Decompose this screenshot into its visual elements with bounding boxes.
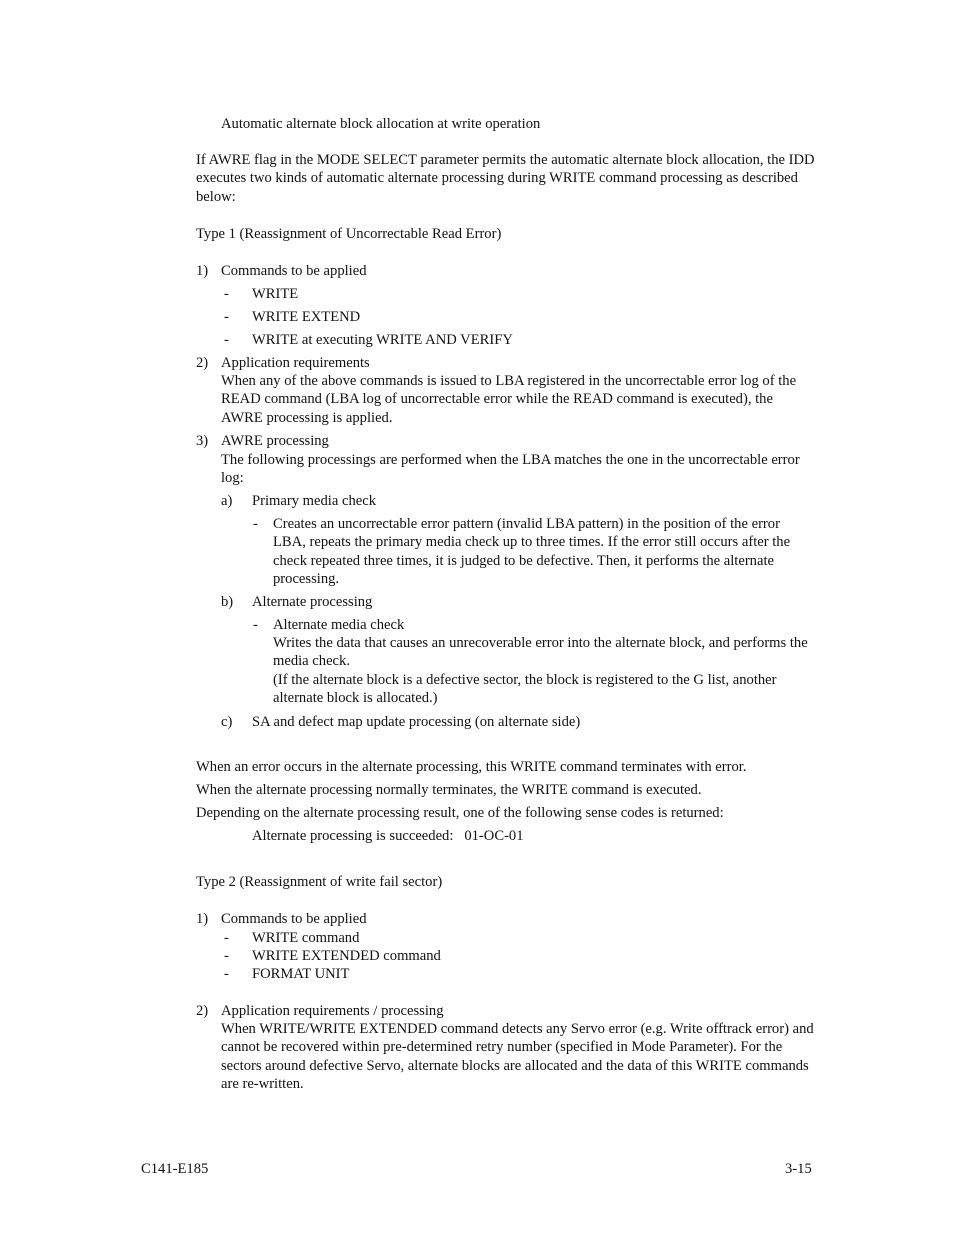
footer-document-id: C141-E185 [141,1161,209,1177]
type1-item2-text: When any of the above commands is issued to LBA registered in the uncorrectable error log of the READ command (LBA log of uncorrectable error while the READ command is executed), the AWRE processing is applied. [221,373,797,426]
subitem-b-bullet-text: Writes the data that causes an unrecoverable error into the alternate block, and performs the media check. [273,635,808,670]
bullet-dash: - [253,617,258,633]
type2-item2-number: 2) [196,1003,209,1019]
type1-item1-number: 1) [196,263,209,279]
bullet-dash: - [224,286,229,302]
type2-item2-label: Application requirements / processing [221,1003,444,1019]
subitem-b-bullet-title: Alternate media check [273,617,405,633]
type1-item3-label: AWRE processing [221,433,329,449]
bullet-dash: - [253,516,258,532]
subitem-a-letter: a) [221,493,233,509]
subitem-c-letter: c) [221,714,233,730]
type2-title: Type 2 (Reassignment of write fail sector) [196,874,443,890]
bullet-dash: - [224,309,229,325]
type1-result-text-2: When the alternate processing normally terminates, the WRITE command is executed. [196,782,702,798]
type1-command-item: WRITE [252,286,299,302]
type1-item3-text: The following processings are performed when the LBA matches the one in the uncorrectable error log: [221,452,800,487]
type2-command-item: WRITE command [252,930,360,946]
subitem-b-bullet-note: (If the alternate block is a defective sector, the block is registered to the G list, another alternate block is allocated.) [273,672,777,707]
type1-result-text-3: Depending on the alternate processing result, one of the following sense codes is returned: [196,805,724,821]
bullet-dash: - [224,930,229,946]
type1-command-item: WRITE EXTEND [252,309,361,325]
type2-command-item: WRITE EXTENDED command [252,948,441,964]
type2-command-item: FORMAT UNIT [252,966,350,982]
type1-item3-number: 3) [196,433,209,449]
subitem-a-bullet-text: Creates an uncorrectable error pattern (invalid LBA pattern) in the position of the error LBA, repeats the primary media check up to three times. If the error still occurs after the check repeated three times, it is judged to be defective. Then, it performs the alternate processing. [273,516,791,587]
subitem-b-letter: b) [221,594,234,610]
subitem-b-label: Alternate processing [252,594,373,610]
type2-item2-text: When WRITE/WRITE EXTENDED command detects any Servo error (e.g. Write offtrack error) and cannot be recovered within pre-determined retry number (specified in Mode Parameter). For the sectors around defective Servo, alternate blocks are allocated and the data of this WRITE commands are re-written. [221,1021,814,1092]
subitem-c-label: SA and defect map update processing (on alternate side) [252,714,581,730]
type2-item1-label: Commands to be applied [221,911,367,927]
subitem-a-label: Primary media check [252,493,376,509]
type1-item1-label: Commands to be applied [221,263,367,279]
intro-paragraph: If AWRE flag in the MODE SELECT parameter permits the automatic alternate block allocation, the IDD executes two kinds of automatic alternate processing during WRITE command processing as described below: [196,152,815,205]
section-heading: Automatic alternate block allocation at write operation [221,116,541,132]
type1-item2-label: Application requirements [221,355,370,371]
type1-result-text-1: When an error occurs in the alternate processing, this WRITE command terminates with error. [196,759,747,775]
type1-command-item: WRITE at executing WRITE AND VERIFY [252,332,513,348]
sense-code-line: Alternate processing is succeeded: 01-OC-01 [252,828,524,844]
bullet-dash: - [224,966,229,982]
bullet-dash: - [224,332,229,348]
type2-item1-number: 1) [196,911,209,927]
type1-item2-number: 2) [196,355,209,371]
footer-page-number: 3-15 [785,1161,812,1177]
type1-title: Type 1 (Reassignment of Uncorrectable Read Error) [196,226,502,242]
bullet-dash: - [224,948,229,964]
